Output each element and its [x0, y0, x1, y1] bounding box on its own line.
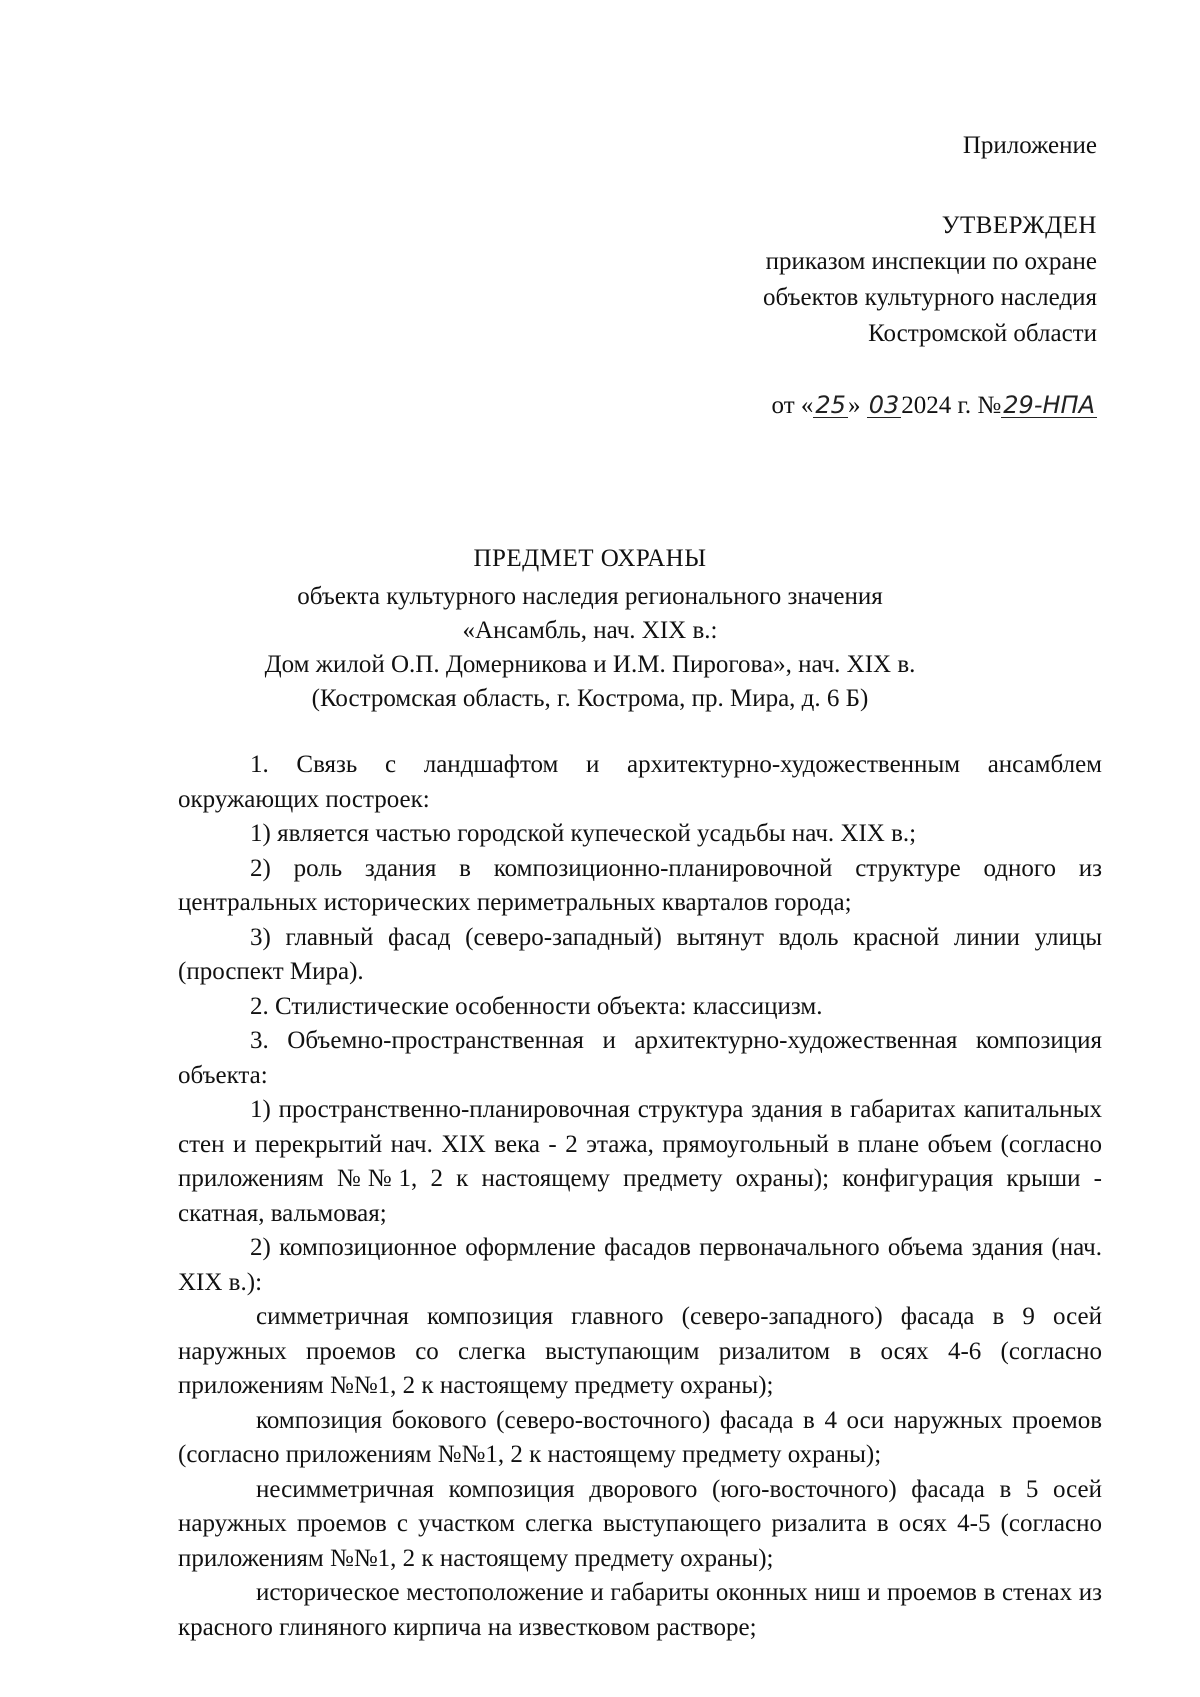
- paragraph-1-1: 1) является частью городской купеческой усадьбы нач. XIX в.;: [250, 820, 917, 847]
- paragraph-3-2-c: несимметричная композиция дворового (юго-восточного) фасада в 5 осей наружных проемов с участком слегка выступающего ризалита в осях 4-5 (согласно приложениям №№1, 2 к настоящему предмету охраны);: [178, 1475, 1102, 1572]
- handwritten-order-number: 29-НПА: [1003, 391, 1095, 419]
- document-body: [178, 748, 1102, 1645]
- approved-label: УТВЕРЖДЕН: [941, 212, 1097, 239]
- date-year: 2024 г. №: [901, 392, 1002, 419]
- date-mid: »: [847, 392, 861, 419]
- order-line-2: объектов культурного наследия: [763, 284, 1097, 311]
- document-title-block: [150, 542, 1030, 716]
- handwritten-month: 03: [868, 391, 900, 419]
- title-line-1: объекта культурного наследия регионального значения: [297, 583, 883, 610]
- paragraph-3-2-a: симметричная композиция главного (северо-западного) фасада в 9 осей наружных проемов со слегка выступающим ризалитом в осях 4-6 (согласно приложениям №№1, 2 к настоящему предмету охраны);: [178, 1303, 1102, 1399]
- paragraph-3-2-b: композиция бокового (северо-восточного) фасада в 4 оси наружных проемов (согласно приложениям №№1, 2 к настоящему предмету охраны);: [178, 1406, 1102, 1468]
- title-line-3: Дом жилой О.П. Домерникова и И.М. Пирогова», нач. XIX в.: [264, 651, 916, 678]
- date-prefix: от «: [771, 392, 814, 419]
- annex-label: Приложение: [962, 132, 1097, 159]
- order-date-line: [763, 388, 1097, 424]
- order-line-3: Костромской области: [868, 320, 1097, 347]
- paragraph-3-1: 1) пространственно-планировочная структура здания в габаритах капитальных стен и перекрытий нач. XIX века - 2 этажа, прямоугольный в плане объем (согласно приложениям №№1, 2 к настоящему предмету охраны); конфигурация крыши - скатная, вальмовая;: [178, 1096, 1102, 1227]
- paragraph-2: 2. Стилистические особенности объекта: классицизм.: [250, 992, 823, 1020]
- title-line-2: «Ансамбль, нач. XIX в.:: [462, 617, 718, 644]
- document-title: ПРЕДМЕТ ОХРАНЫ: [473, 545, 707, 572]
- approval-block: [763, 128, 1097, 424]
- paragraph-1-2: 2) роль здания в композиционно-планировочной структуре одного из центральных исторических периметральных кварталов города;: [178, 854, 1102, 916]
- title-line-4: (Костромская область, г. Кострома, пр. Мира, д. 6 Б): [311, 685, 869, 712]
- paragraph-3-2: 2) композиционное оформление фасадов первоначального объема здания (нач. XIX в.):: [178, 1234, 1102, 1296]
- paragraph-3: 3. Объемно-пространственная и архитектурно-художественная композиция объекта:: [178, 1027, 1102, 1089]
- paragraph-1-3: 3) главный фасад (северо-западный) вытянут вдоль красной линии улицы (проспект Мира).: [178, 923, 1102, 985]
- order-line-1: приказом инспекции по охране: [765, 248, 1097, 275]
- paragraph-1: 1. Связь с ландшафтом и архитектурно-художественным ансамблем окружающих построек:: [178, 751, 1102, 813]
- paragraph-3-2-d: историческое местоположение и габариты оконных ниш и проемов в стенах из красного глиняного кирпича на известковом растворе;: [178, 1579, 1102, 1641]
- handwritten-day: 25: [815, 391, 846, 419]
